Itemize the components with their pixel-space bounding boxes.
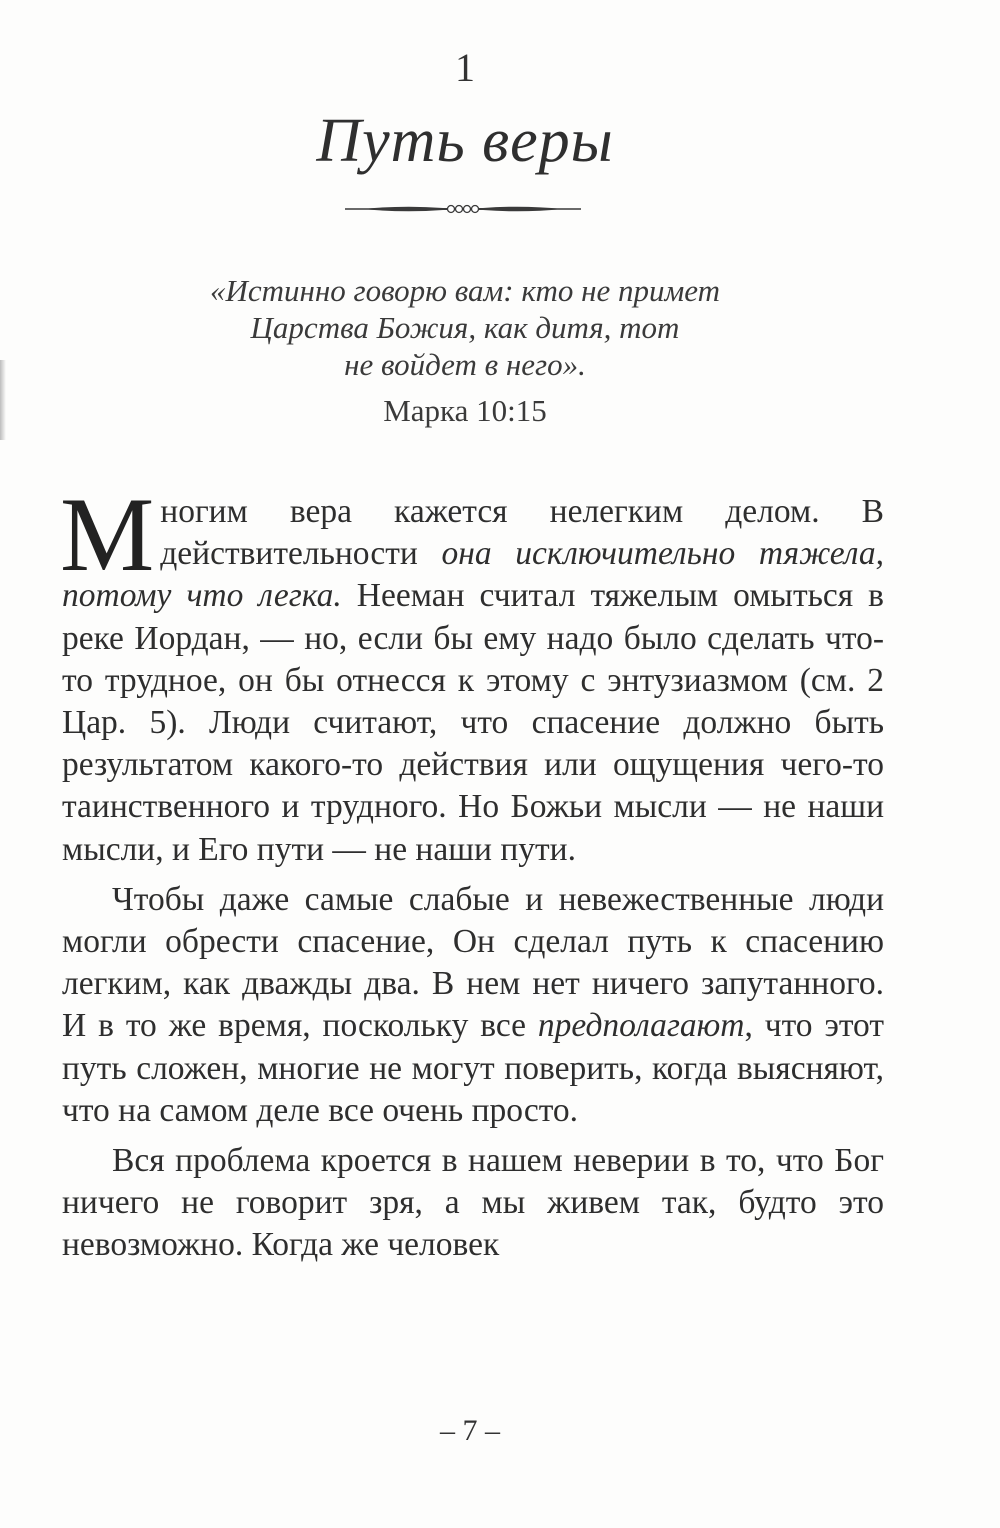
page-edge-shadow: [0, 360, 6, 440]
epigraph-quote: [100, 272, 830, 383]
drop-cap: М: [60, 476, 155, 593]
chapter-title: Путь веры: [316, 107, 614, 175]
paragraph-2: [62, 879, 884, 1132]
paragraph-text: Вся проблема кроется в нашем неверии в то, что Бог ничего не говорит зря, а мы живем так, будто это невозможно. Когда же человек: [62, 1142, 884, 1264]
paragraph-text: Нееман считал тяжелым омыться в реке Иордан, — но, если бы ему надо было сделать что-то трудное, он бы отнесся к этому с энтузиазмом (см. 2 Цар. 5). Люди считают, что спасение должно быть результатом какого-то действия или ощущения чего-то таинственного и трудного. Но Божьи мысли — не наши мысли, и Его пути — не наши пути.: [62, 577, 884, 868]
paragraph-emphasis: предполагают: [537, 1007, 745, 1045]
epigraph-line: не войдет в него».: [344, 347, 586, 382]
page-number: – 7 –: [440, 1414, 500, 1447]
paragraph-text: ногим вера кажется нелегким делом. В действительности: [160, 493, 884, 573]
chapter-body: [60, 476, 884, 1267]
epigraph-line: «Истинно говорю вам: кто не примет: [209, 273, 721, 308]
paragraph-text: Чтобы даже самые слабые и невежественные люди могли обрести спасение, Он сделал путь к спасению легким, как дважды два. В нем нет ничего запутанного. И в то же время, поскольку все: [62, 880, 884, 1045]
epigraph-line: Царства Божия, как дитя, тот: [250, 310, 680, 345]
paragraph-1: [60, 476, 884, 871]
paragraph-3: [62, 1140, 884, 1267]
paragraph-text: , что этот путь сложен, многие не могут поверить, когда выясняют, что на самом деле все очень просто.: [62, 1007, 884, 1129]
chapter-number: 1: [455, 45, 475, 90]
title-ornament-divider: [343, 196, 583, 222]
epigraph-reference: Марка 10:15: [383, 393, 547, 428]
paragraph-emphasis: она исключительно тяжела, потому что легка.: [62, 535, 884, 615]
